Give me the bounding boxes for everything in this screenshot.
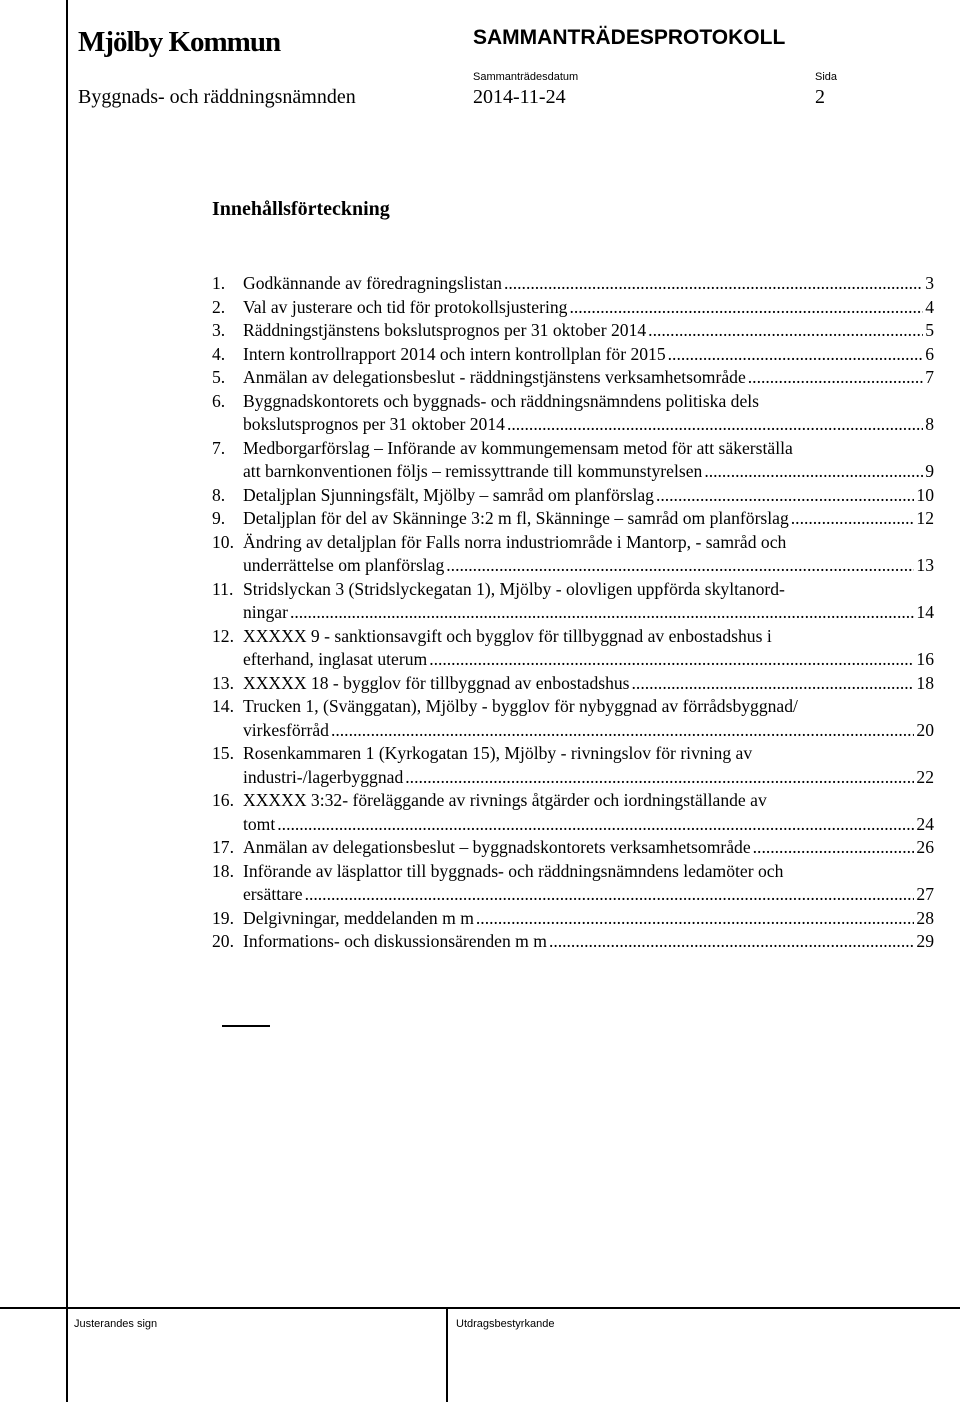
toc-item-number: 4. [212,343,226,364]
dot-leader [405,766,914,790]
toc-item [212,578,934,625]
toc-item-page: 28 [916,907,934,928]
toc-item-number: 15. [212,743,234,763]
toc-item-page: 12 [916,508,934,528]
toc-item-title: underrättelse om planförslag [243,555,445,575]
toc-item-page: 9 [925,461,934,481]
footer-rule [0,1307,960,1309]
toc-item [212,930,934,954]
toc-item-page: 20 [916,719,934,740]
toc-item-title: XXXXX 18 - bygglov för tillbyggnad av enbostadshus [243,672,630,693]
dot-leader [791,507,915,531]
toc-title: Innehållsförteckning [212,198,390,220]
toc-item-number: 18. [212,860,234,881]
toc-item-title: XXXXX 3:32- föreläggande av rivnings åtgärder och iordningställande av [243,790,767,810]
toc-item-number: 19. [212,907,234,928]
toc-item-number: 2. [212,296,226,317]
extract-label: Utdragsbestyrkande [456,1318,555,1330]
toc-item-page: 29 [916,931,934,951]
toc-item-title: ersättare [243,884,303,904]
page-number: 2 [815,86,825,108]
toc-item-title: Delgivningar, meddelanden m m [243,907,474,928]
toc-item-number: 14. [212,696,234,716]
toc-item-page: 5 [925,320,934,340]
toc-item-title: Anmälan av delegationsbeslut – byggnadskontorets verksamhetsområde [243,837,751,857]
toc-item-page: 27 [916,884,934,904]
toc-item [212,507,934,531]
toc-item-page: 14 [916,602,934,622]
toc-item-title: Anmälan av delegationsbeslut - räddningstjänstens verksamhetsområde [243,367,746,387]
toc-item-title: att barnkonventionen följs – remissyttrande till kommunstyrelsen [243,461,703,481]
toc-item-number: 13. [212,672,234,693]
dot-leader [277,813,914,837]
toc-item-page: 7 [925,367,934,387]
toc-item-title: Trucken 1, (Svänggatan), Mjölby - bygglov för nybyggnad av förrådsbyggnad/ [243,696,798,716]
toc-item-title: Intern kontrollrapport 2014 och intern kontrollplan för 2015 [243,343,666,364]
toc-item [212,625,934,672]
toc-item-page: 24 [916,813,934,834]
toc-item-number: 8. [212,484,226,505]
document-type: SAMMANTRÄDESPROTOKOLL [473,26,786,49]
dot-leader [305,883,915,907]
toc-item [212,366,934,390]
toc-item-number: 17. [212,837,234,857]
dot-leader [704,460,923,484]
dot-leader [668,343,924,367]
dot-leader [507,413,923,437]
dot-leader [504,272,923,296]
date-label: Sammanträdesdatum [473,71,579,83]
toc-item [212,343,934,367]
toc-item-number: 3. [212,320,226,340]
toc-item-page: 26 [916,837,934,857]
dot-leader [476,907,915,931]
dot-leader [429,648,914,672]
meeting-date: 2014-11-24 [473,86,566,108]
committee-name: Byggnads- och räddningsnämnden [78,86,356,108]
toc-item [212,296,934,320]
table-of-contents [212,272,934,954]
toc-item [212,272,934,296]
toc-item-title: Stridslyckan 3 (Stridslyckegatan 1), Mjölby - olovligen uppförda skyltanord- [243,578,785,599]
page-label: Sida [815,71,838,83]
footer-divider-middle [446,1307,448,1402]
toc-item-title: Rosenkammaren 1 (Kyrkogatan 15), Mjölby - rivningslov för rivning av [243,743,753,763]
dot-leader [656,484,914,508]
footer-divider-left [66,1307,68,1402]
toc-item-title: Detaljplan för del av Skänninge 3:2 m fl, Skänninge – samråd om planförslag [243,508,789,528]
toc-item-number: 10. [212,531,234,552]
toc-item-title: Införande av läsplattor till byggnads- och räddningsnämndens ledamöter och [243,860,784,881]
toc-item-number: 16. [212,790,234,810]
toc-item [212,860,934,907]
toc-item-title: Räddningstjänstens bokslutsprognos per 31 oktober 2014 [243,320,647,340]
toc-item [212,742,934,789]
toc-item-page: 18 [916,672,934,693]
toc-item-page: 22 [916,766,934,787]
toc-item-number: 5. [212,367,226,387]
toc-item-title: bokslutsprognos per 31 oktober 2014 [243,414,505,434]
toc-item-number: 12. [212,625,234,646]
toc-item [212,531,934,578]
sign-label: Justerandes sign [74,1318,158,1330]
toc-item-title: Godkännande av föredragningslistan [243,273,502,293]
toc-item-number: 1. [212,273,226,293]
toc-item-number: 20. [212,931,234,951]
toc-item-title: Detaljplan Sjunningsfält, Mjölby – samråd om planförslag [243,484,654,505]
toc-item-page: 3 [925,273,934,293]
toc-item-number: 9. [212,508,226,528]
toc-item [212,672,934,696]
dot-leader [648,319,923,343]
toc-item-title: efterhand, inglasat uterum [243,649,428,669]
toc-item-page: 8 [925,414,934,434]
toc-item-title: industri-/lagerbyggnad [243,766,404,787]
org-name: Mjölby Kommun [78,26,281,58]
toc-item [212,695,934,742]
dot-leader [569,296,923,320]
toc-item-number: 6. [212,390,226,411]
toc-item-number: 7. [212,437,226,458]
dot-leader [446,554,914,578]
toc-item [212,437,934,484]
toc-item-title: Val av justerare och tid för protokollsjustering [243,296,568,317]
toc-item-title: ningar [243,602,288,622]
dot-leader [753,836,915,860]
left-margin-rule [66,0,68,1402]
toc-item [212,319,934,343]
toc-item [212,836,934,860]
toc-item-title: Ändring av detaljplan för Falls norra industriområde i Mantorp, - samråd och [243,531,787,552]
toc-item-title: Byggnadskontorets och byggnads- och räddningsnämndens politiska dels [243,390,760,411]
toc-item-title: XXXXX 9 - sanktionsavgift och bygglov för tillbyggnad av enbostadshus i [243,625,772,646]
toc-item [212,390,934,437]
short-rule [222,1025,270,1027]
toc-item-page: 6 [925,343,934,364]
toc-item [212,789,934,836]
dot-leader [632,672,915,696]
toc-item [212,907,934,931]
toc-item-title: Medborgarförslag – Införande av kommungemensam metod för att säkerställa [243,437,793,458]
toc-item-title: virkesförråd [243,719,329,740]
dot-leader [290,601,914,625]
toc-item-page: 4 [925,296,934,317]
toc-item-page: 10 [916,484,934,505]
toc-item-title: Informations- och diskussionsärenden m m [243,931,547,951]
toc-item-title: tomt [243,813,276,834]
toc-item-number: 11. [212,578,234,599]
toc-item-page: 13 [916,555,934,575]
dot-leader [331,719,914,743]
dot-leader [748,366,923,390]
dot-leader [549,930,914,954]
toc-item [212,484,934,508]
toc-item-page: 16 [916,649,934,669]
